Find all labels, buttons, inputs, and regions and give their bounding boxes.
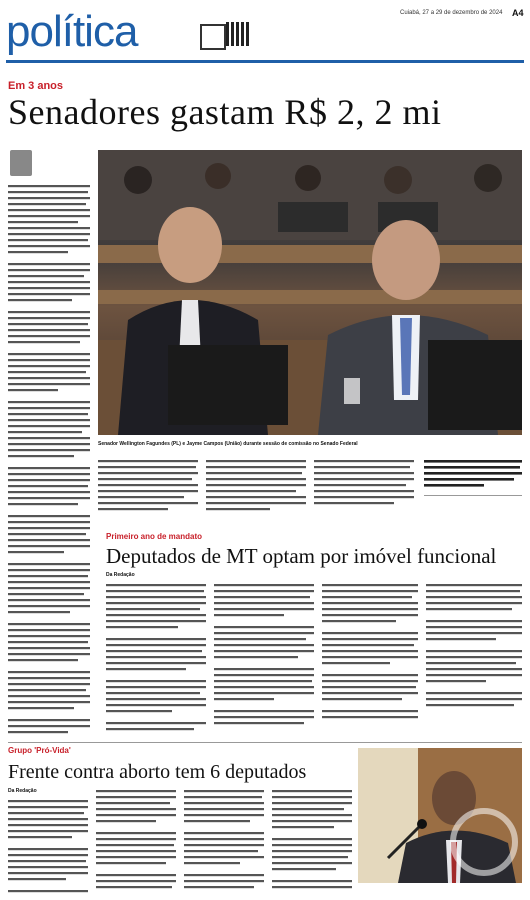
text-lines	[96, 790, 176, 896]
story2-text-column	[106, 584, 206, 734]
story2-text-column	[322, 584, 418, 734]
story3-text-column	[8, 800, 88, 896]
text-lines	[426, 584, 522, 734]
edition-info: Cuiabá, 27 a 29 de dezembro de 2024	[400, 10, 503, 16]
story2-kicker: Primeiro ano de mandato	[106, 532, 203, 541]
section-title: política	[6, 7, 138, 56]
story3-text-column	[272, 790, 352, 896]
story2-text-column	[214, 584, 314, 734]
story3-byline: Da Redação	[8, 788, 37, 794]
senators-photo	[98, 150, 522, 435]
page-number: A4	[512, 8, 524, 18]
text-lines	[322, 584, 418, 734]
divider	[424, 495, 522, 496]
text-lines	[214, 584, 314, 734]
story2-byline: Da Redação	[106, 572, 135, 578]
qr-code-icon	[226, 22, 250, 46]
story1-photo-caption: Senador Wellington Fagundes (PL) e Jayme Campos (União) durante sessão de comissão no Senado Federal	[98, 441, 358, 447]
story3-headline: Frente contra aborto tem 6 deputados	[8, 761, 307, 783]
story1-kicker: Em 3 anos	[8, 80, 64, 92]
story1-text-column	[314, 460, 414, 520]
text-lines	[8, 185, 90, 740]
story1-text-column	[98, 460, 198, 520]
senators-photo-illustration	[98, 150, 522, 435]
section-divider	[8, 742, 522, 743]
story3-kicker: Grupo 'Pró-Vida'	[8, 746, 71, 755]
text-lines	[424, 460, 522, 490]
watermark-logo	[450, 808, 518, 876]
text-lines	[106, 584, 206, 734]
story3-text-column	[184, 790, 264, 896]
text-lines	[8, 800, 88, 896]
story1-headline: Senadores gastam R$ 2, 2 mi	[8, 92, 442, 132]
story1-text-column	[8, 185, 90, 740]
story2-headline: Deputados de MT optam por imóvel funcional	[106, 544, 497, 568]
logo-icon	[200, 24, 226, 50]
text-lines	[184, 790, 264, 896]
story1-highlight	[424, 460, 522, 490]
text-lines	[272, 790, 352, 896]
story3-text-column	[96, 790, 176, 896]
text-lines	[98, 460, 198, 520]
header-rule	[6, 60, 524, 63]
text-lines	[206, 460, 306, 520]
deputy-photo	[358, 748, 522, 883]
story2-text-column	[426, 584, 522, 734]
text-lines	[314, 460, 414, 520]
story1-text-column	[206, 460, 306, 520]
author-photo	[10, 150, 32, 176]
